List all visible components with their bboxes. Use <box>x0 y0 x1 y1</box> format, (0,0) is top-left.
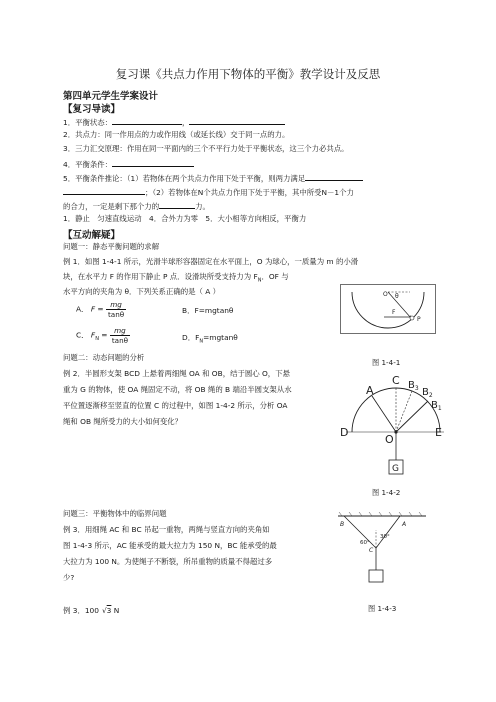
label-b3 <box>408 380 419 392</box>
label-angle-60: 60° <box>360 540 370 546</box>
blank <box>159 200 195 209</box>
review-line-1-text: 1．平衡状态： <box>63 118 113 127</box>
label-angle-30: 30° <box>380 534 390 540</box>
blank <box>189 116 285 125</box>
blank <box>305 172 363 181</box>
q3-line-4: 少? <box>63 573 75 582</box>
page-title: 复习课《共点力作用下物体的平衡》教学设计及反思 <box>115 67 381 81</box>
figure-1-4-2-caption: 图 1-4-2 <box>372 488 401 497</box>
label-o: O <box>385 433 394 446</box>
q2-line-2: 重为 G 的物体，使 OA 绳固定不动，将 OB 绳的 B 端沿半圆支架从水 <box>63 385 292 394</box>
label-p: P <box>417 316 421 323</box>
label-d: D <box>340 426 349 439</box>
denominator: tanθ <box>107 310 125 319</box>
q1-option-a <box>76 300 126 319</box>
q1-option-d <box>182 333 238 346</box>
q3-answer <box>63 606 119 616</box>
option-c-eq: = <box>98 330 108 340</box>
label-b3-letter: B <box>408 380 415 391</box>
ceiling-hatch <box>339 512 422 516</box>
slider-block <box>410 316 414 320</box>
label-b1-letter: B <box>431 400 438 411</box>
numerator: mg <box>106 300 126 310</box>
hemisphere-arc <box>352 292 424 328</box>
label-b1 <box>431 400 442 412</box>
q1-line-3: 水平方向的夹角为 θ．下列关系正确的是（ A ） <box>63 287 221 296</box>
numerator: mg <box>110 326 130 336</box>
subscript: N <box>199 338 204 345</box>
option-label: C． <box>76 330 89 340</box>
subscript: N <box>257 277 262 284</box>
option-a-lhs: F = <box>90 304 104 314</box>
q1-line-1: 例 1．如图 1-4-1 所示，光滑半球形容器固定在水平面上，O 为球心，一质量为 m 的小滑 <box>63 257 359 266</box>
q2-heading: 问题二：动态问题的分析 <box>63 353 145 362</box>
label-a: A <box>366 384 374 397</box>
label-c: C <box>392 374 400 387</box>
q3-line-3: 大拉力为 100 N。为使绳子不断裂，所吊重物的质量不得超过多 <box>63 557 273 566</box>
answer-unit: N <box>111 606 120 615</box>
review-line-4-text: 4．平衡条件： <box>63 160 113 169</box>
label-c: C <box>369 547 374 554</box>
review-line-1 <box>63 116 285 128</box>
figure-1-4-1 <box>340 284 436 338</box>
q3-heading: 问题三：平衡物体中的临界问题 <box>63 509 167 518</box>
q1-line-2 <box>63 272 289 285</box>
review-answers: 1．静止 匀速直线运动 4．合外力为零 5．大小相等方向相反，平衡力 <box>63 214 307 223</box>
label-b2 <box>422 387 433 399</box>
position-b3 <box>396 391 412 432</box>
label-o: O <box>383 291 388 298</box>
label-b2-sub: 2 <box>428 392 433 399</box>
label-b: B <box>340 521 345 528</box>
label-f: F <box>392 309 396 316</box>
figure-1-4-3 <box>338 512 428 598</box>
two-rope-diagram <box>338 512 428 594</box>
sqrt-radicand: 3 <box>106 606 112 615</box>
label-a: A <box>402 521 407 528</box>
weight-block <box>369 570 383 582</box>
q1-line-2-text: 块，在水平力 F 的作用下静止 P 点．设滑块所受支持力为 F <box>63 272 258 281</box>
q2-line-4: 绳和 OB 绳所受力的大小如何变化？ <box>63 417 183 426</box>
fraction <box>106 300 126 319</box>
semicircle-support-diagram <box>340 368 444 482</box>
label-b2-letter: B <box>422 387 429 398</box>
unit-title: 第四单元学生学案设计 <box>63 91 159 102</box>
review-line-1-sep: ， <box>182 118 190 127</box>
q3-line-1: 例 3．用细绳 AC 和 BC 吊起一重物，两绳与竖直方向的夹角如 <box>63 525 270 534</box>
figure-1-4-3-caption: 图 1-4-3 <box>368 604 397 613</box>
review-line-6-text: ；（2）若物体在N个共点力作用下处于平衡，其中所受N－1个力 <box>145 188 354 197</box>
label-theta: θ <box>395 293 399 300</box>
option-d-end: =mgtanθ <box>203 333 238 342</box>
fraction <box>110 326 130 345</box>
review-line-7-text: 的合力，一定是剩下那个力的 <box>63 202 160 211</box>
option-d-text: D．F <box>182 333 200 342</box>
blank <box>112 116 182 125</box>
option-c-lhs: F <box>90 330 96 340</box>
q2-line-1: 例 2．半圆形支架 BCD 上悬着两细绳 OA 和 OB，结于圆心 O，下悬 <box>63 369 290 378</box>
answer-prefix: 例 3．100 <box>63 606 99 615</box>
review-line-6 <box>63 186 354 198</box>
denominator: tanθ <box>111 336 129 345</box>
review-line-4 <box>63 158 194 170</box>
review-line-7-end: 力。 <box>195 202 210 211</box>
q1-heading: 问题一：静态平衡问题的求解 <box>63 242 160 251</box>
q1-option-b: B．F=mgtanθ <box>182 306 234 315</box>
rope-ob <box>396 401 428 432</box>
rope-oa <box>372 396 396 432</box>
q1-line-2-end: ．OF 与 <box>261 272 289 281</box>
option-label: A． <box>76 304 89 314</box>
rope-ac <box>376 516 400 548</box>
sqrt-symbol: √ <box>101 606 107 615</box>
hemisphere-diagram <box>340 284 436 334</box>
figure-1-4-2 <box>340 368 444 486</box>
section-review-heading: 【复习导读】 <box>63 104 121 115</box>
figure-1-4-1-caption: 图 1-4-1 <box>372 358 401 367</box>
review-line-3: 3．三力汇交原理：作用在同一平面内的三个不平行力处于平衡状态，这三个力必共点。 <box>63 144 349 153</box>
section-interactive-heading: 【互动解疑】 <box>63 230 121 241</box>
q3-line-2: 图 1-4-3 所示，AC 能承受的最大拉力为 150 N，BC 能承受的最 <box>63 541 277 550</box>
label-b3-sub: 3 <box>414 385 419 392</box>
review-line-5 <box>63 172 363 184</box>
q1-option-c <box>76 326 130 345</box>
q2-line-3: 平位置逐渐移至竖直的位置 C 的过程中，如图 1-4-2 所示，分析 OA <box>63 401 288 410</box>
review-line-7 <box>63 200 210 212</box>
subscript: N <box>95 335 99 342</box>
label-g: G <box>392 464 399 474</box>
blank <box>63 186 145 195</box>
blank <box>112 158 194 167</box>
review-line-2: 2．共点力：同一作用点的力或作用线（或延长线）交于同一点的力。 <box>63 130 290 139</box>
review-line-5-text: 5．平衡条件推论：（1）若物体在两个共点力作用下处于平衡，则两力满足 <box>63 174 306 183</box>
label-e: E <box>435 426 442 439</box>
label-b1-sub: 1 <box>437 405 442 412</box>
